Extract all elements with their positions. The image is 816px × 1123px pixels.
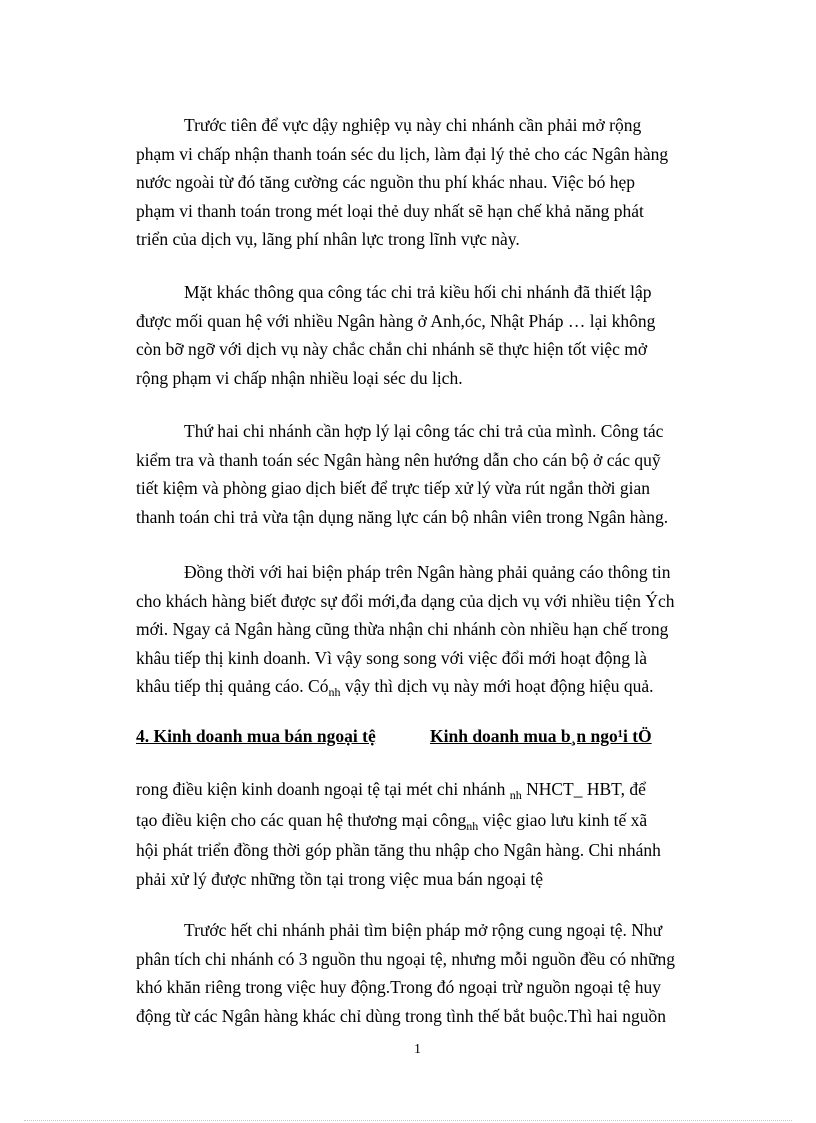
text-fragment: vậy thì dịch vụ này mới hoạt động hiệu quả. [340,676,654,697]
text-fragment: rong điều kiện kinh doanh ngoại tệ tại mét chi nhánh [136,779,506,799]
subscript-fragment: nh [509,788,522,802]
paragraph-4 [136,558,730,703]
text-line: phân tích chi nhánh có 3 nguồn thu ngoại tệ, nhưng mỗi nguồn đều có những [136,948,676,969]
text-line [136,806,730,837]
subscript-fragment: nh [328,685,341,700]
paragraph-5 [136,775,730,893]
text-fragment: NHCT_ HBT, để [521,779,646,799]
text-line [136,672,730,703]
text-fragment: tạo điều kiện cho các quan hệ thương mại công [136,809,467,830]
text-line: Thứ hai chi nhánh cần hợp lý lại công tác chi trả của mình. Công tác [184,421,664,441]
text-line: phạm vi chấp nhận thanh toán séc du lịch, làm đại lý thẻ cho các Ngân hàng [136,143,669,164]
heading-duplicate-title: Kinh doanh mua b¸n ngo¹i tÖ [430,726,652,746]
text-line: triển của dịch vụ, lãng phí nhân lực trong lĩnh vực này. [136,229,520,250]
text-line: Mặt khác thông qua công tác chi trả kiều hối chi nhánh đã thiết lập [184,282,652,302]
text-line [136,775,730,806]
page-bottom-divider [24,1120,792,1121]
text-line: Đồng thời với hai biện pháp trên Ngân hàng phải quảng cáo thông tin [184,562,671,582]
text-line: kiểm tra và thanh toán séc Ngân hàng nên hướng dẫn cho cán bộ ở các quỹ [136,449,661,470]
text-line: phạm vi thanh toán trong mét loại thẻ duy nhất sẽ hạn chế khả năng phát [136,200,644,221]
heading-title: 4. Kinh doanh mua bán ngoại tệ [136,726,376,746]
text-line: phải xử lý được những tồn tại trong việc mua bán ngoại tệ [136,868,544,889]
text-fragment: khâu tiếp thị quảng cáo. Có [136,676,329,697]
text-line: còn bỡ ngỡ với dịch vụ này chắc chắn chi nhánh sẽ thực hiện tốt việc mở [136,339,648,360]
text-fragment: việc giao lưu kinh tế xã [478,809,648,830]
text-line: khó khăn riêng trong việc huy động.Trong đó ngoại trừ nguồn ngoại tệ huy [136,977,662,998]
text-line: Trước hết chi nhánh phải tìm biện pháp mở rộng cung ngoại tệ. Như [184,920,663,940]
text-line: nước ngoài từ đó tăng cường các nguồn thu phí khác nhau. Việc bó hẹp [136,172,636,193]
text-line: được mối quan hệ với nhiều Ngân hàng ở Anh,óc, Nhật Pháp … lại không [136,310,656,331]
text-line: hội phát triển đồng thời góp phần tăng thu nhập cho Ngân hàng. Chi nhánh [136,840,661,861]
paragraph-3 [136,417,730,531]
text-line: thanh toán chi trả vừa tận dụng năng lực cán bộ nhân viên trong Ngân hàng. [136,506,669,527]
paragraph-6 [136,916,730,1030]
paragraph-2 [136,278,730,392]
subscript-fragment: nh [466,818,479,833]
section-heading [136,726,736,747]
text-line: rộng phạm vi chấp nhận nhiều loại séc du lịch. [136,367,463,388]
text-line: tiết kiệm và phòng giao dịch biết để trực tiếp xử lý vừa rút ngắn thời gian [136,478,650,499]
text-line: Trước tiên để vực dậy nghiệp vụ này chi nhánh cần phải mở rộng [184,115,642,135]
paragraph-1 [136,111,730,254]
page-number: 1 [414,1042,421,1057]
text-line: động từ các Ngân hàng khác chỉ dùng trong tình thế bắt buộc.Thì hai nguồn [136,1005,666,1026]
text-line: mới. Ngay cả Ngân hàng cũng thừa nhận chi nhánh còn nhiều hạn chế trong [136,619,669,640]
text-line: cho khách hàng biết được sự đổi mới,đa dạng của dịch vụ với nhiều tiện Ých [136,590,675,611]
text-line: khâu tiếp thị kinh doanh. Vì vậy song song với việc đổi mới hoạt động là [136,647,648,668]
